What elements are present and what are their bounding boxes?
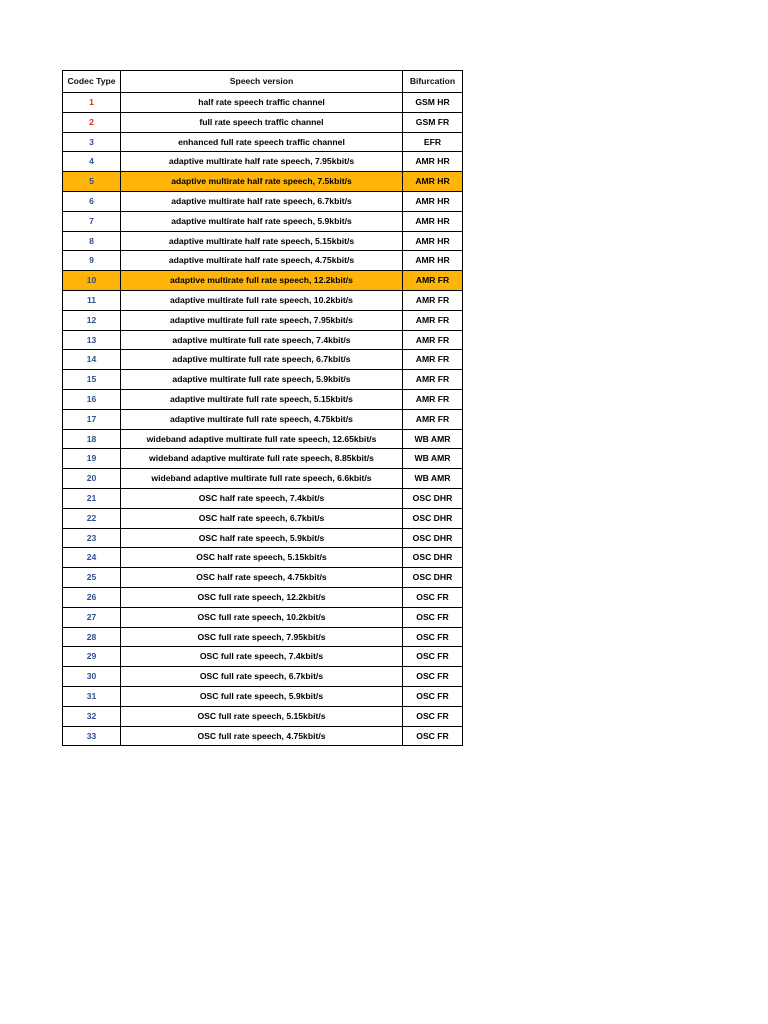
speech-version-cell: adaptive multirate full rate speech, 5.15kbit/s: [121, 389, 403, 409]
bifurcation-cell: AMR FR: [403, 290, 463, 310]
table-row: [63, 271, 463, 291]
codec-type-cell: 17: [63, 409, 121, 429]
codec-type-cell: 14: [63, 350, 121, 370]
table-row: [63, 528, 463, 548]
table-row: [63, 112, 463, 132]
bifurcation-cell: OSC FR: [403, 607, 463, 627]
bifurcation-cell: EFR: [403, 132, 463, 152]
bifurcation-cell: OSC FR: [403, 706, 463, 726]
speech-version-cell: adaptive multirate half rate speech, 5.15kbit/s: [121, 231, 403, 251]
speech-version-cell: OSC half rate speech, 5.9kbit/s: [121, 528, 403, 548]
speech-version-cell: OSC full rate speech, 5.9kbit/s: [121, 686, 403, 706]
bifurcation-cell: OSC DHR: [403, 488, 463, 508]
bifurcation-cell: AMR HR: [403, 231, 463, 251]
table-row: [63, 251, 463, 271]
table-row: [63, 409, 463, 429]
bifurcation-cell: WB AMR: [403, 429, 463, 449]
bifurcation-cell: AMR FR: [403, 409, 463, 429]
speech-version-cell: OSC full rate speech, 7.95kbit/s: [121, 627, 403, 647]
bifurcation-cell: OSC FR: [403, 587, 463, 607]
codec-type-cell: 1: [63, 93, 121, 113]
table-row: [63, 587, 463, 607]
speech-version-cell: adaptive multirate full rate speech, 7.95kbit/s: [121, 310, 403, 330]
table-row: [63, 667, 463, 687]
speech-version-cell: wideband adaptive multirate full rate speech, 8.85kbit/s: [121, 449, 403, 469]
speech-version-cell: adaptive multirate full rate speech, 5.9kbit/s: [121, 370, 403, 390]
table-row: [63, 310, 463, 330]
table-row: [63, 350, 463, 370]
bifurcation-cell: AMR FR: [403, 310, 463, 330]
speech-version-cell: OSC half rate speech, 4.75kbit/s: [121, 568, 403, 588]
table-row: [63, 568, 463, 588]
bifurcation-cell: AMR FR: [403, 330, 463, 350]
table-row: [63, 191, 463, 211]
codec-type-cell: 30: [63, 667, 121, 687]
table-row: [63, 231, 463, 251]
speech-version-cell: OSC full rate speech, 4.75kbit/s: [121, 726, 403, 746]
bifurcation-cell: AMR FR: [403, 271, 463, 291]
bifurcation-cell: WB AMR: [403, 469, 463, 489]
codec-type-cell: 29: [63, 647, 121, 667]
codec-type-cell: 31: [63, 686, 121, 706]
bifurcation-cell: WB AMR: [403, 449, 463, 469]
table-row: [63, 172, 463, 192]
bifurcation-cell: AMR HR: [403, 211, 463, 231]
bifurcation-cell: OSC FR: [403, 627, 463, 647]
table-row: [63, 548, 463, 568]
speech-version-cell: full rate speech traffic channel: [121, 112, 403, 132]
codec-type-cell: 13: [63, 330, 121, 350]
codec-type-cell: 22: [63, 508, 121, 528]
speech-version-cell: half rate speech traffic channel: [121, 93, 403, 113]
table-row: [63, 152, 463, 172]
speech-version-cell: adaptive multirate half rate speech, 5.9kbit/s: [121, 211, 403, 231]
table-row: [63, 607, 463, 627]
codec-type-cell: 11: [63, 290, 121, 310]
codec-type-cell: 23: [63, 528, 121, 548]
header-codec-type: Codec Type: [63, 71, 121, 93]
bifurcation-cell: GSM FR: [403, 112, 463, 132]
speech-version-cell: OSC half rate speech, 6.7kbit/s: [121, 508, 403, 528]
codec-type-cell: 10: [63, 271, 121, 291]
bifurcation-cell: OSC FR: [403, 686, 463, 706]
table-row: [63, 726, 463, 746]
codec-type-cell: 2: [63, 112, 121, 132]
speech-version-cell: adaptive multirate full rate speech, 4.75kbit/s: [121, 409, 403, 429]
bifurcation-cell: AMR HR: [403, 251, 463, 271]
codec-type-cell: 8: [63, 231, 121, 251]
table-row: [63, 508, 463, 528]
codec-type-cell: 12: [63, 310, 121, 330]
speech-version-cell: OSC full rate speech, 12.2kbit/s: [121, 587, 403, 607]
codec-type-cell: 6: [63, 191, 121, 211]
bifurcation-cell: AMR HR: [403, 172, 463, 192]
table-row: [63, 389, 463, 409]
table-row: [63, 132, 463, 152]
codec-type-cell: 16: [63, 389, 121, 409]
codec-type-cell: 25: [63, 568, 121, 588]
header-row: [63, 71, 463, 93]
table-row: [63, 370, 463, 390]
codec-type-cell: 19: [63, 449, 121, 469]
codec-type-cell: 21: [63, 488, 121, 508]
codec-table: [62, 70, 463, 746]
speech-version-cell: OSC full rate speech, 7.4kbit/s: [121, 647, 403, 667]
bifurcation-cell: OSC DHR: [403, 528, 463, 548]
codec-type-cell: 33: [63, 726, 121, 746]
bifurcation-cell: GSM HR: [403, 93, 463, 113]
table-row: [63, 686, 463, 706]
header-speech-version: Speech version: [121, 71, 403, 93]
codec-type-cell: 26: [63, 587, 121, 607]
codec-type-cell: 7: [63, 211, 121, 231]
speech-version-cell: OSC half rate speech, 5.15kbit/s: [121, 548, 403, 568]
codec-type-cell: 4: [63, 152, 121, 172]
speech-version-cell: OSC full rate speech, 10.2kbit/s: [121, 607, 403, 627]
speech-version-cell: wideband adaptive multirate full rate speech, 6.6kbit/s: [121, 469, 403, 489]
table-body: [63, 93, 463, 746]
table-row: [63, 211, 463, 231]
codec-type-cell: 15: [63, 370, 121, 390]
table-row: [63, 330, 463, 350]
table-row: [63, 627, 463, 647]
speech-version-cell: OSC half rate speech, 7.4kbit/s: [121, 488, 403, 508]
bifurcation-cell: AMR FR: [403, 370, 463, 390]
speech-version-cell: OSC full rate speech, 5.15kbit/s: [121, 706, 403, 726]
table-row: [63, 706, 463, 726]
speech-version-cell: enhanced full rate speech traffic channel: [121, 132, 403, 152]
codec-type-cell: 18: [63, 429, 121, 449]
speech-version-cell: wideband adaptive multirate full rate speech, 12.65kbit/s: [121, 429, 403, 449]
bifurcation-cell: AMR FR: [403, 389, 463, 409]
speech-version-cell: adaptive multirate full rate speech, 7.4kbit/s: [121, 330, 403, 350]
bifurcation-cell: AMR HR: [403, 152, 463, 172]
bifurcation-cell: OSC FR: [403, 726, 463, 746]
codec-type-cell: 5: [63, 172, 121, 192]
bifurcation-cell: OSC FR: [403, 667, 463, 687]
table-row: [63, 488, 463, 508]
speech-version-cell: OSC full rate speech, 6.7kbit/s: [121, 667, 403, 687]
bifurcation-cell: AMR FR: [403, 350, 463, 370]
table-row: [63, 647, 463, 667]
speech-version-cell: adaptive multirate full rate speech, 10.2kbit/s: [121, 290, 403, 310]
codec-type-cell: 32: [63, 706, 121, 726]
bifurcation-cell: OSC FR: [403, 647, 463, 667]
codec-type-cell: 9: [63, 251, 121, 271]
speech-version-cell: adaptive multirate half rate speech, 4.75kbit/s: [121, 251, 403, 271]
bifurcation-cell: OSC DHR: [403, 568, 463, 588]
speech-version-cell: adaptive multirate half rate speech, 7.5kbit/s: [121, 172, 403, 192]
codec-type-cell: 20: [63, 469, 121, 489]
speech-version-cell: adaptive multirate half rate speech, 7.95kbit/s: [121, 152, 403, 172]
speech-version-cell: adaptive multirate full rate speech, 12.2kbit/s: [121, 271, 403, 291]
table-row: [63, 93, 463, 113]
codec-type-cell: 27: [63, 607, 121, 627]
table-row: [63, 429, 463, 449]
codec-type-cell: 28: [63, 627, 121, 647]
speech-version-cell: adaptive multirate half rate speech, 6.7kbit/s: [121, 191, 403, 211]
speech-version-cell: adaptive multirate full rate speech, 6.7kbit/s: [121, 350, 403, 370]
bifurcation-cell: OSC DHR: [403, 508, 463, 528]
table-row: [63, 290, 463, 310]
table-row: [63, 469, 463, 489]
table-row: [63, 449, 463, 469]
codec-type-cell: 3: [63, 132, 121, 152]
bifurcation-cell: AMR HR: [403, 191, 463, 211]
header-bifurcation: Bifurcation: [403, 71, 463, 93]
codec-type-cell: 24: [63, 548, 121, 568]
bifurcation-cell: OSC DHR: [403, 548, 463, 568]
